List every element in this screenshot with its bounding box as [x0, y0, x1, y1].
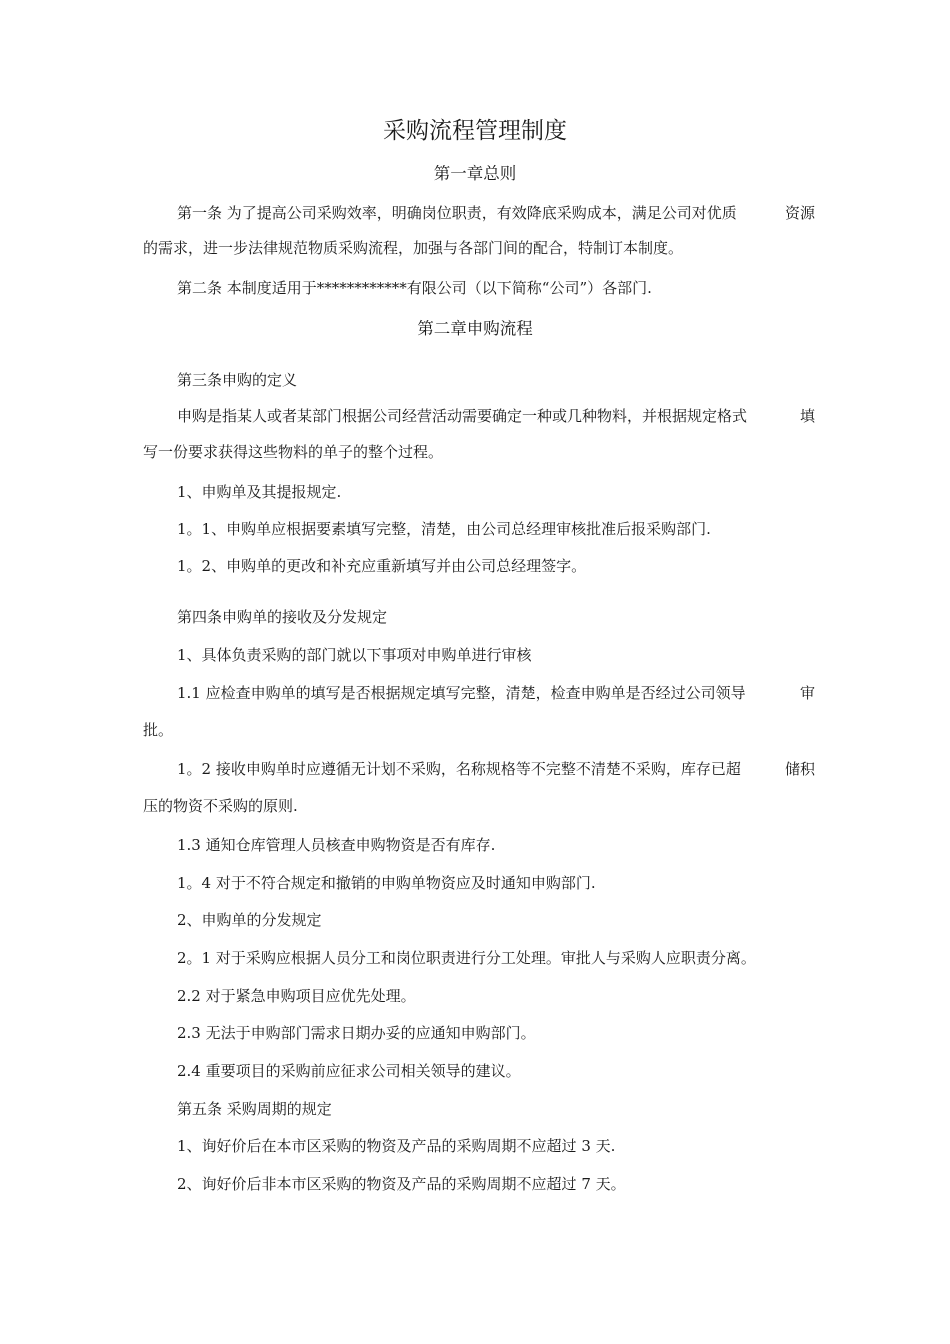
a4-item-1-2-line-2: 压的物资不采购的原则. [143, 797, 298, 815]
article-5-heading: 第五条 采购周期的规定 [177, 1100, 332, 1118]
a4-item-1-3: 1.3 通知仓库管理人员核查申购物资是否有库存. [177, 836, 496, 854]
a4-item-2: 2、申购单的分发规定 [177, 911, 322, 929]
article-3-heading: 第三条申购的定义 [177, 371, 298, 389]
item-1-2: 1。2、申购单的更改和补充应重新填写并由公司总经理签字。 [177, 557, 587, 575]
a4-item-1: 1、具体负责采购的部门就以下事项对申购单进行审核 [177, 646, 532, 664]
article-3-line-2: 写一份要求获得这些物料的单子的整个过程。 [143, 443, 444, 461]
a4-item-1-1-text-end: 审 [799, 684, 815, 702]
a4-item-1-2-text-end: 储积 [784, 760, 815, 778]
article-1-line-2: 的需求，进一步法律规范物质采购流程，加强与各部门间的配合，特制订本制度。 [143, 239, 684, 257]
a4-item-2-1: 2。1 对于采购应根据人员分工和岗位职责进行分工处理。审批人与采购人应职责分离。 [177, 949, 756, 967]
a4-item-1-1-line-2: 批。 [143, 721, 174, 739]
a5-item-2: 2、询好价后非本市区采购的物资及产品的采购周期不应超过 7 天。 [177, 1175, 626, 1193]
article-1-text: 第一条 为了提高公司采购效率，明确岗位职责，有效降底采购成本，满足公司对优质 [177, 204, 737, 222]
a4-item-1-1-text: 1.1 应检查申购单的填写是否根据规定填写完整，清楚，检查申购单是否经过公司领导 [177, 684, 746, 702]
a4-item-1-4: 1。4 对于不符合规定和撤销的申购单物资应及时通知申购部门. [177, 874, 596, 892]
a4-item-2-3: 2.3 无法于申购部门需求日期办妥的应通知申购部门。 [177, 1024, 536, 1042]
article-4-heading: 第四条申购单的接收及分发规定 [177, 608, 388, 626]
document-title: 采购流程管理制度 [383, 118, 567, 144]
item-1-1: 1。1、申购单应根据要素填写完整，清楚，由公司总经理审核批准后报采购部门. [177, 520, 711, 538]
article-1-text-end: 资源 [784, 204, 815, 222]
a4-item-2-4: 2.4 重要项目的采购前应征求公司相关领导的建议。 [177, 1062, 521, 1080]
article-2: 第二条 本制度适用于************有限公司（以下简称“公司”）各部门. [177, 279, 652, 297]
chapter-2-heading: 第二章申购流程 [417, 319, 533, 338]
article-3-text-end: 填 [799, 407, 815, 425]
article-3-text: 申购是指某人或者某部门根据公司经营活动需要确定一种或几种物料，并根据规定格式 [177, 407, 748, 425]
a4-item-1-2-line-1 [177, 759, 815, 779]
a4-item-2-2: 2.2 对于紧急申购项目应优先处理。 [177, 987, 416, 1005]
a5-item-1: 1、询好价后在本市区采购的物资及产品的采购周期不应超过 3 天. [177, 1137, 616, 1155]
item-1: 1、申购单及其提报规定. [177, 483, 342, 501]
a4-item-1-1-line-1 [177, 683, 815, 703]
a4-item-1-2-text: 1。2 接收申购单时应遵循无计划不采购，名称规格等不完整不清楚不采购，库存已超 [177, 760, 741, 778]
article-3-line-1 [177, 406, 815, 426]
article-1-line-1 [177, 203, 815, 223]
chapter-1-heading: 第一章总则 [433, 164, 517, 183]
